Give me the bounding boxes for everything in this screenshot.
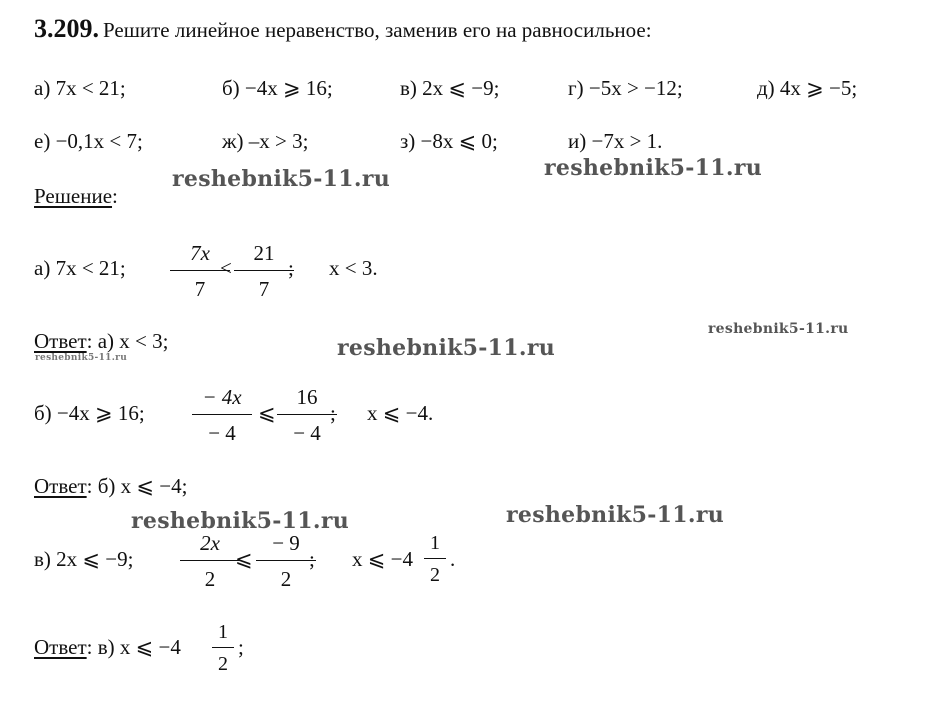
item-d: г) −5x > −12;	[568, 76, 683, 100]
solution-c-mixed-fraction: 1 2	[424, 533, 446, 585]
watermark: reshebnik5-11.ru	[337, 335, 556, 361]
solution-c-fraction-right: − 9 2	[256, 533, 316, 590]
solution-b-result: x ⩽ −4.	[367, 401, 434, 425]
item-g: ж) –x > 3;	[222, 129, 309, 153]
solution-c-end: .	[450, 547, 456, 571]
watermark: reshebnik5-11.ru	[35, 353, 128, 363]
solution-a-result: x < 3.	[329, 256, 378, 280]
solution-a-fraction-left: 7x 7	[170, 243, 230, 300]
watermark: reshebnik5-11.ru	[708, 321, 849, 337]
solution-b-separator: ;	[330, 401, 336, 425]
answer-c-mixed-fraction: 1 2	[212, 622, 234, 674]
item-a: а) 7x < 21;	[34, 76, 126, 100]
solution-c-result: x ⩽ −4	[352, 547, 413, 571]
item-i: и) −7x > 1.	[568, 129, 663, 153]
watermark: reshebnik5-11.ru	[131, 508, 350, 534]
answer-c-end: ;	[238, 635, 244, 659]
item-b: б) −4x ⩾ 16;	[222, 76, 333, 100]
item-h: з) −8x ⩽ 0;	[400, 129, 498, 153]
solution-b-operator: ⩽	[258, 401, 276, 425]
solution-a-separator: ;	[288, 256, 294, 280]
item-f: е) −0,1x < 7;	[34, 129, 143, 153]
problem-number: 3.209.	[34, 14, 99, 43]
watermark: reshebnik5-11.ru	[506, 502, 725, 528]
watermark: reshebnik5-11.ru	[544, 155, 763, 181]
solution-b-fraction-right: 16 − 4	[277, 387, 337, 444]
solution-c-label: в) 2x ⩽ −9;	[34, 547, 134, 571]
answer-a: Ответ: а) x < 3;	[34, 329, 169, 353]
solution-b-label: б) −4x ⩾ 16;	[34, 401, 145, 425]
watermark: reshebnik5-11.ru	[172, 166, 391, 192]
solution-b-fraction-left: − 4x − 4	[192, 387, 252, 444]
solution-a-label: а) 7x < 21;	[34, 256, 126, 280]
solution-c-fraction-left: 2x 2	[180, 533, 240, 590]
problem-header	[34, 14, 652, 44]
answer-b: Ответ: б) x ⩽ −4;	[34, 474, 188, 498]
item-c: в) 2x ⩽ −9;	[400, 76, 500, 100]
solution-a-operator: <	[220, 256, 232, 280]
problem-statement: Решите линейное неравенство, заменив его на равносильное:	[103, 18, 652, 42]
solution-c-separator: ;	[309, 547, 315, 571]
solution-c-operator: ⩽	[235, 547, 253, 571]
answer-c: Ответ: в) x ⩽ −4	[34, 635, 181, 659]
solution-a-fraction-right: 21 7	[234, 243, 294, 300]
item-e: д) 4x ⩾ −5;	[757, 76, 858, 100]
solution-heading: Решение:	[34, 184, 118, 208]
